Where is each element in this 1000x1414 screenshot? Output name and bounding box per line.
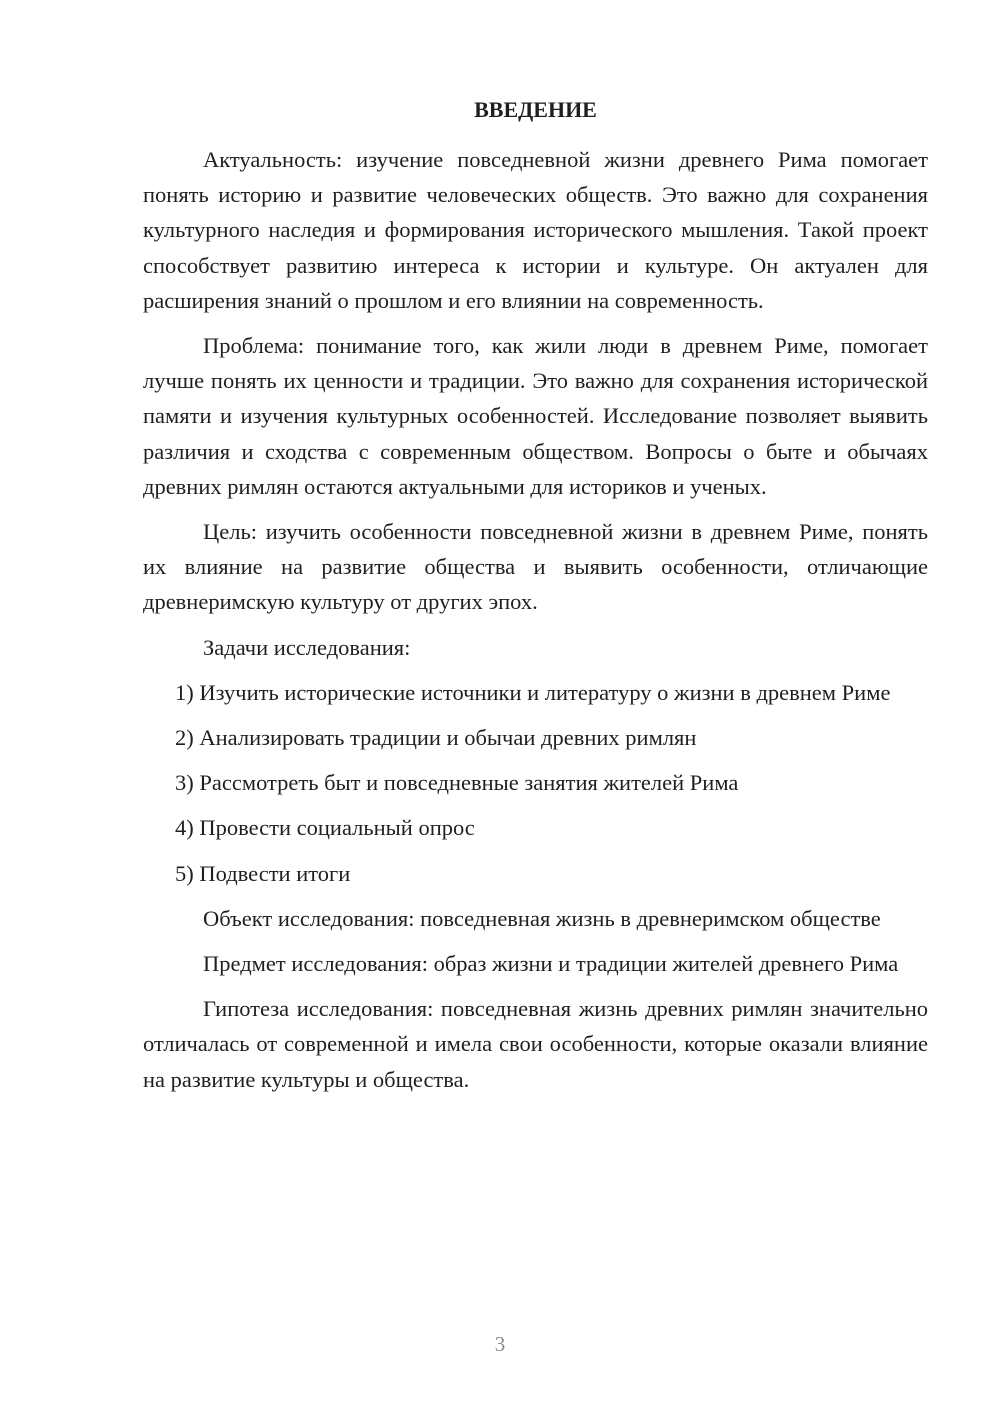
paragraph-object: Объект исследования: повседневная жизнь в древнеримском обществе: [203, 905, 881, 931]
paragraph-problem: Проблема: понимание того, как жили люди в древнем Риме, помогает лучше понять их ценности и традиции. Это важно для сохранения исторической памяти и изучения культурных особенностей. Исследование позволяет выявить различия и сходства с современным обществом. Вопросы о быте и обычаях древних римлян остаются актуальными для историков и ученых.: [143, 333, 928, 499]
task-item-4: 4) Провести социальный опрос: [175, 815, 475, 841]
task-item-5: 5) Подвести итоги: [175, 860, 351, 886]
task-item-3: 3) Рассмотреть быт и повседневные занятия жителей Рима: [175, 770, 739, 796]
paragraph-relevance: Актуальность: изучение повседневной жизни древнего Рима помогает понять историю и развитие человеческих обществ. Это важно для сохранения культурного наследия и формирования исторического мышления. Такой проект способствует развитию интереса к истории и культуре. Он актуален для расширения знаний о прошлом и его влиянии на современность.: [143, 147, 928, 313]
section-title: ВВЕДЕНИЕ: [474, 97, 597, 122]
task-item-1: 1) Изучить исторические источники и литературу о жизни в древнем Риме: [175, 679, 891, 705]
page-number: 3: [494, 1332, 506, 1356]
paragraph-goal: Цель: изучить особенности повседневной жизни в древнем Риме, понять их влияние на развитие общества и выявить особенности, отличающие древнеримскую культуру от других эпох.: [143, 519, 928, 615]
paragraph-hypothesis: Гипотеза исследования: повседневная жизнь древних римлян значительно отличалась от современной и имела свои особенности, которые оказали влияние на развитие культуры и общества.: [143, 996, 928, 1092]
paragraph-tasks-heading: Задачи исследования:: [203, 634, 411, 660]
paragraph-subject: Предмет исследования: образ жизни и традиции жителей древнего Рима: [203, 951, 899, 977]
task-item-2: 2) Анализировать традиции и обычаи древних римлян: [175, 725, 697, 751]
document-page: [143, 92, 928, 1107]
